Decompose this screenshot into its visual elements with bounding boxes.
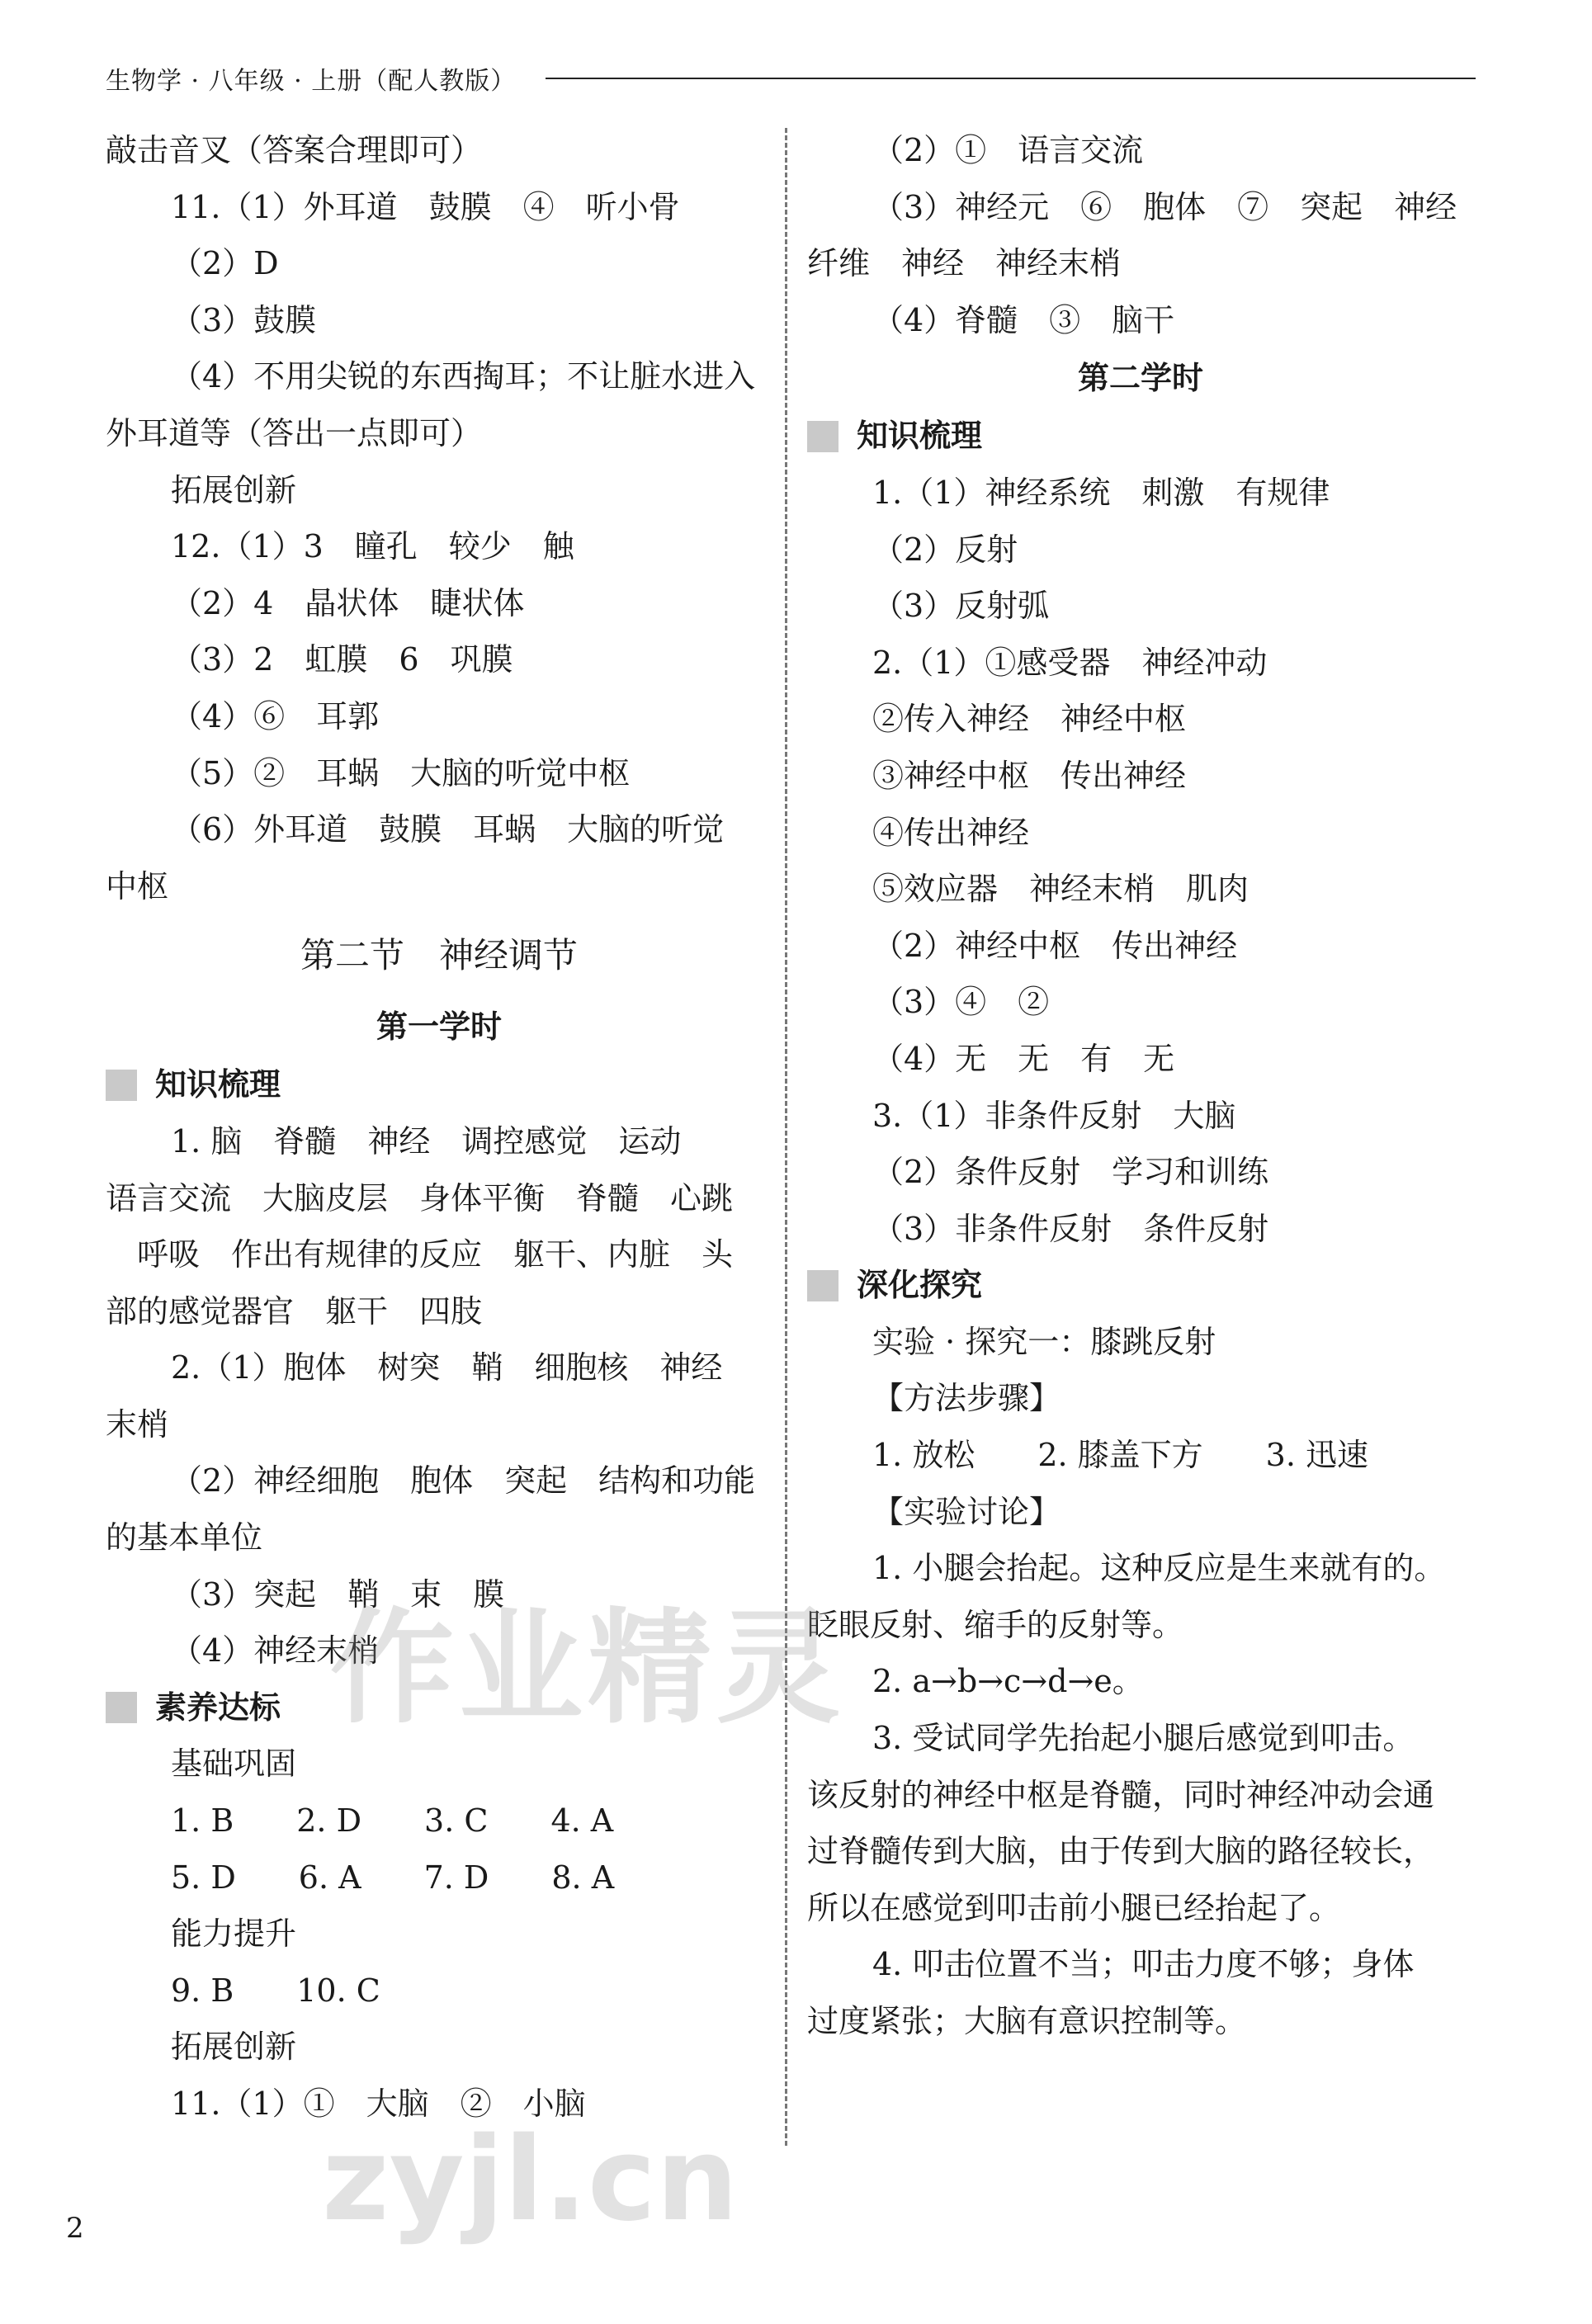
answer-line: （2）神经细胞 胞体 突起 结构和功能 xyxy=(171,1462,756,1500)
answer-line: 9. B 10. C xyxy=(171,1972,380,2009)
answer-line: 的基本单位 xyxy=(106,1519,263,1556)
left-column xyxy=(106,122,772,2133)
answer-line: （2）4 晶状体 睫状体 xyxy=(171,584,525,621)
lesson-heading: 第二学时 xyxy=(1077,360,1203,397)
square-bullet-icon xyxy=(807,1270,839,1301)
section-label-text: 深化探究 xyxy=(857,1267,983,1304)
answer-line: 5. D 6. A 7. D 8. A xyxy=(171,1859,615,1896)
answer-line: （3）④ ② xyxy=(872,984,1050,1021)
section-label-text: 知识梳理 xyxy=(155,1066,281,1103)
square-bullet-icon xyxy=(106,1692,137,1723)
section-label xyxy=(106,1056,772,1113)
section-label xyxy=(807,1257,1474,1314)
answer-line: （4）神经末梢 xyxy=(171,1632,380,1670)
answer-line: 1. B 2. D 3. C 4. A xyxy=(171,1802,614,1840)
answer-line: 1. 小腿会抬起。这种反应是生来就有的。 xyxy=(872,1550,1446,1587)
column-divider xyxy=(785,128,787,2146)
answer-line: 中枢 xyxy=(106,867,169,905)
answer-line: 3. 受试同学先抬起小腿后感觉到叩击。 xyxy=(872,1720,1415,1757)
answer-line: （3）2 虹膜 6 巩膜 xyxy=(171,641,513,678)
answer-line: 基础巩固 xyxy=(171,1745,297,1783)
answer-line: （2）D xyxy=(171,245,279,282)
answer-line: 1.（1）神经系统 刺激 有规律 xyxy=(872,474,1330,511)
answer-line: 2.（1）胞体 树突 鞘 细胞核 神经 xyxy=(171,1349,723,1386)
answer-line: 能力提升 xyxy=(171,1915,297,1953)
page-header xyxy=(106,58,1476,99)
answer-line: 1. 脑 脊髓 神经 调控感觉 运动 xyxy=(171,1122,682,1160)
answer-line: ⑤效应器 神经末梢 肌肉 xyxy=(872,871,1250,908)
square-bullet-icon xyxy=(106,1070,137,1101)
answer-line: 过脊髓传到大脑，由于传到大脑的路径较长， xyxy=(807,1833,1435,1870)
answer-line: 部的感觉器官 躯干 四肢 xyxy=(106,1292,483,1330)
answer-line: ④传出神经 xyxy=(872,814,1030,851)
header-rule xyxy=(546,78,1476,79)
section-label xyxy=(807,408,1474,465)
answer-line: 2. a→b→c→d→e。 xyxy=(872,1663,1144,1700)
answer-line: 12.（1）3 瞳孔 较少 触 xyxy=(171,528,574,565)
section-heading: 第二节 神经调节 xyxy=(300,935,578,976)
answer-line: 11.（1）① 大脑 ② 小脑 xyxy=(171,2085,586,2122)
answer-line: 纤维 神经 神经末梢 xyxy=(807,245,1122,282)
page-number: 2 xyxy=(66,2212,84,2245)
answer-line: 外耳道等（答出一点即可） xyxy=(106,414,483,451)
answer-line: 【实验讨论】 xyxy=(872,1493,1061,1530)
answer-line: （2）反射 xyxy=(872,531,1018,568)
answer-line: （2）神经中枢 传出神经 xyxy=(872,927,1238,964)
answer-line: （3）鼓膜 xyxy=(171,301,317,338)
answer-line: 拓展创新 xyxy=(171,2029,297,2066)
answer-line: （3）突起 鞘 束 膜 xyxy=(171,1575,505,1613)
answer-line: 拓展创新 xyxy=(171,471,297,508)
answer-line: （2）条件反射 学习和训练 xyxy=(872,1154,1269,1191)
answer-line: （3）反射弧 xyxy=(872,588,1050,625)
answer-line: （2）① 语言交流 xyxy=(872,132,1144,168)
answer-line: 呼吸 作出有规律的反应 躯干、内脏 头 xyxy=(106,1236,734,1273)
watermark-url: zyjl.cn xyxy=(322,2113,739,2247)
answer-line: 1. 放松 2. 膝盖下方 3. 迅速 xyxy=(872,1437,1369,1474)
answer-line: （4）⑥ 耳郭 xyxy=(171,697,380,735)
section-label-text: 知识梳理 xyxy=(857,418,983,455)
right-column xyxy=(807,122,1474,2050)
answer-line: 3.（1）非条件反射 大脑 xyxy=(872,1097,1236,1134)
header-title: 生物学 · 八年级 · 上册（配人教版） xyxy=(106,67,517,96)
square-bullet-icon xyxy=(807,421,839,452)
watermark-text: 作业精灵 xyxy=(330,1597,846,1741)
answer-line: 实验 · 探究一：膝跳反射 xyxy=(872,1323,1216,1360)
lesson-heading: 第一学时 xyxy=(376,1008,502,1046)
answer-line: （4）无 无 有 无 xyxy=(872,1040,1175,1077)
answer-line: 2.（1）①感受器 神经冲动 xyxy=(872,644,1268,681)
answer-line: ③神经中枢 传出神经 xyxy=(872,757,1187,794)
answer-line: （3）非条件反射 条件反射 xyxy=(872,1210,1269,1247)
section-label-text: 素养达标 xyxy=(155,1689,281,1726)
answer-line: （6）外耳道 鼓膜 耳蜗 大脑的听觉 xyxy=(171,811,725,848)
answer-line: 过度紧张；大脑有意识控制等。 xyxy=(807,2003,1247,2039)
answer-line: ②传入神经 神经中枢 xyxy=(872,701,1187,738)
answer-line: 所以在感觉到叩击前小腿已经抬起了。 xyxy=(807,1889,1341,1926)
answer-line: （4）不用尖锐的东西掏耳；不让脏水进入 xyxy=(171,358,756,395)
answer-line: （4）脊髓 ③ 脑干 xyxy=(872,301,1175,338)
answer-line: 【方法步骤】 xyxy=(872,1380,1061,1417)
answer-line: （3）神经元 ⑥ 胞体 ⑦ 突起 神经 xyxy=(872,188,1457,225)
answer-line: 11.（1）外耳道 鼓膜 ④ 听小骨 xyxy=(171,188,680,225)
answer-line: 4. 叩击位置不当；叩击力度不够；身体 xyxy=(872,1946,1415,1983)
answer-line: 敲击音叉（答案合理即可） xyxy=(106,132,483,168)
answer-line: 末梢 xyxy=(106,1405,169,1443)
answer-line: （5）② 耳蜗 大脑的听觉中枢 xyxy=(171,754,631,791)
answer-line: 眨眼反射、缩手的反射等。 xyxy=(807,1606,1184,1643)
answer-line: 语言交流 大脑皮层 身体平衡 脊髓 心跳 xyxy=(106,1179,734,1216)
answer-line: 该反射的神经中枢是脊髓，同时神经冲动会通 xyxy=(807,1776,1435,1813)
